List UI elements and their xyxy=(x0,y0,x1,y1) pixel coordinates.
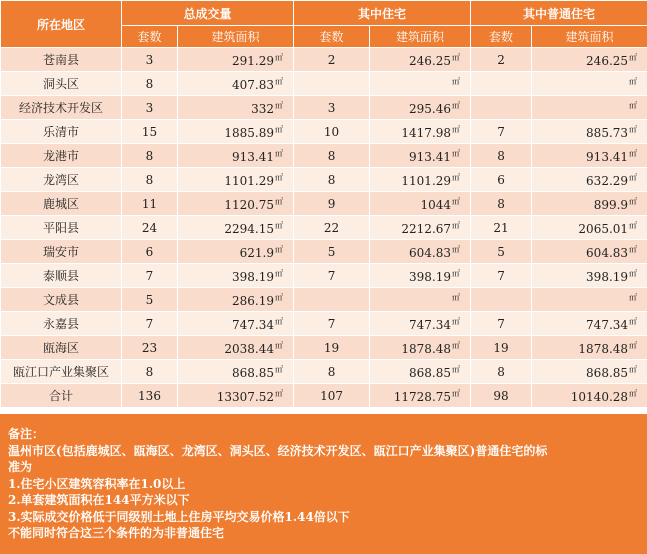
ordinary-count-cell xyxy=(471,312,532,336)
table-row xyxy=(1,216,647,240)
area-unit: ㎡ xyxy=(629,340,638,350)
area-unit: ㎡ xyxy=(452,52,461,62)
area-unit: ㎡ xyxy=(275,268,284,278)
ordinary-count-value: 7 xyxy=(497,268,505,283)
area-unit: ㎡ xyxy=(452,244,461,254)
header-region: 所在地区 xyxy=(1,1,122,48)
total-area-cell xyxy=(178,384,294,408)
ordinary-count-cell xyxy=(471,240,532,264)
total-count-cell xyxy=(122,48,178,72)
ordinary-count-value: 8 xyxy=(497,196,505,211)
region-cell xyxy=(1,48,122,72)
ordinary-count-cell xyxy=(471,120,532,144)
region-cell xyxy=(1,312,122,336)
header-total-volume: 总成交量 xyxy=(122,1,294,26)
area-unit: ㎡ xyxy=(629,388,638,398)
ordinary-area-cell xyxy=(532,384,647,408)
area-unit: ㎡ xyxy=(452,220,461,230)
area-unit: ㎡ xyxy=(452,268,461,278)
total-count-value: 136 xyxy=(138,388,161,403)
area-unit: ㎡ xyxy=(629,220,638,230)
residential-area-cell xyxy=(370,336,471,360)
residential-count-value: 7 xyxy=(327,268,336,283)
ordinary-count-value: 6 xyxy=(497,172,505,187)
residential-count-value: 19 xyxy=(323,340,340,355)
table-row xyxy=(1,144,647,168)
residential-area-value: 1101.29 xyxy=(401,173,452,188)
ordinary-area-cell xyxy=(532,120,647,144)
total-area-cell xyxy=(178,72,294,96)
total-area-cell xyxy=(178,264,294,288)
region-value: 瓯海区 xyxy=(42,341,79,355)
total-count-value: 5 xyxy=(145,292,154,307)
total-area-cell xyxy=(178,48,294,72)
header-residential: 其中住宅 xyxy=(294,1,471,26)
total-count-cell xyxy=(122,216,178,240)
total-count-cell xyxy=(122,288,178,312)
ordinary-area-cell xyxy=(532,216,647,240)
residential-count-cell xyxy=(294,168,370,192)
total-count-cell xyxy=(122,144,178,168)
area-unit: ㎡ xyxy=(452,148,461,158)
ordinary-area-cell xyxy=(532,360,647,384)
notes-line: 不能同时符合这三个条件的为非普通住宅 xyxy=(8,526,225,540)
residential-area-cell xyxy=(370,240,471,264)
ordinary-area-value: 632.29 xyxy=(586,173,629,188)
header-ordinary-residential: 其中普通住宅 xyxy=(471,1,647,26)
table-row xyxy=(1,336,647,360)
ordinary-count-cell xyxy=(471,360,532,384)
area-unit: ㎡ xyxy=(452,364,461,374)
residential-area-cell xyxy=(370,384,471,408)
area-unit: ㎡ xyxy=(452,340,461,350)
ordinary-count-value: 2 xyxy=(497,52,505,67)
total-area-cell xyxy=(178,240,294,264)
total-count-value: 3 xyxy=(145,100,154,115)
residential-area-cell xyxy=(370,120,471,144)
total-area-value: 913.41 xyxy=(232,149,275,164)
ordinary-count-value: 8 xyxy=(497,148,505,163)
notes-line: 准为 xyxy=(8,460,33,474)
notes-box xyxy=(0,412,647,554)
table-body xyxy=(1,48,647,408)
region-value: 泰顺县 xyxy=(42,269,79,283)
area-unit: ㎡ xyxy=(275,340,284,350)
ordinary-area-value: 10140.28 xyxy=(570,389,629,404)
total-count-value: 24 xyxy=(141,220,158,235)
residential-count-value: 2 xyxy=(327,52,336,67)
ordinary-area-value: 246.25 xyxy=(586,53,629,68)
total-count-value: 8 xyxy=(145,148,154,163)
residential-count-cell xyxy=(294,144,370,168)
residential-area-value: 747.34 xyxy=(409,317,452,332)
residential-area-value: 295.46 xyxy=(409,101,452,116)
total-area-value: 407.83 xyxy=(232,77,275,92)
area-unit: ㎡ xyxy=(275,172,284,182)
total-area-value: 291.29 xyxy=(232,53,275,68)
area-unit: ㎡ xyxy=(629,364,638,374)
table-row xyxy=(1,72,647,96)
ordinary-count-value: 19 xyxy=(493,340,509,355)
residential-count-cell xyxy=(294,72,370,96)
ordinary-count-cell xyxy=(471,96,532,120)
region-value: 永嘉县 xyxy=(42,317,79,331)
total-area-value: 286.19 xyxy=(232,293,275,308)
total-count-value: 8 xyxy=(145,76,154,91)
ordinary-area-cell xyxy=(532,96,647,120)
total-area-cell xyxy=(178,192,294,216)
residential-area-cell xyxy=(370,48,471,72)
total-area-value: 2038.44 xyxy=(224,341,275,356)
total-count-value: 8 xyxy=(145,172,154,187)
total-count-cell xyxy=(122,240,178,264)
area-unit: ㎡ xyxy=(275,124,284,134)
region-value: 经济技术开发区 xyxy=(18,101,103,115)
region-value: 文成县 xyxy=(42,293,79,307)
residential-area-cell xyxy=(370,144,471,168)
table-row xyxy=(1,192,647,216)
total-area-cell xyxy=(178,336,294,360)
residential-area-cell xyxy=(370,288,471,312)
total-area-cell xyxy=(178,360,294,384)
ordinary-area-value: 398.19 xyxy=(586,269,629,284)
total-area-cell xyxy=(178,96,294,120)
region-value: 洞头区 xyxy=(42,77,79,91)
residential-count-value: 9 xyxy=(327,196,336,211)
residential-area-value: 11728.75 xyxy=(393,389,452,404)
total-count-value: 15 xyxy=(141,124,158,139)
total-area-cell xyxy=(178,288,294,312)
ordinary-area-cell xyxy=(532,288,647,312)
area-unit: ㎡ xyxy=(629,52,638,62)
area-unit: ㎡ xyxy=(629,124,638,134)
area-unit: ㎡ xyxy=(452,100,461,110)
ordinary-area-value: 868.85 xyxy=(586,365,629,380)
residential-area-value: 1417.98 xyxy=(401,125,452,140)
total-count-cell xyxy=(122,120,178,144)
ordinary-count-value: 7 xyxy=(497,124,505,139)
table-row xyxy=(1,384,647,408)
area-unit: ㎡ xyxy=(275,196,284,206)
header-row-groups xyxy=(1,1,647,26)
ordinary-area-cell xyxy=(532,192,647,216)
ordinary-area-value: 899.9 xyxy=(593,197,629,212)
residential-area-cell xyxy=(370,216,471,240)
ordinary-count-cell xyxy=(471,168,532,192)
residential-count-cell xyxy=(294,384,370,408)
header-count: 套数 xyxy=(122,26,178,48)
total-count-cell xyxy=(122,336,178,360)
region-cell xyxy=(1,192,122,216)
region-cell xyxy=(1,216,122,240)
table-row xyxy=(1,288,647,312)
residential-area-value: 2212.67 xyxy=(401,221,452,236)
region-cell xyxy=(1,120,122,144)
total-count-cell xyxy=(122,384,178,408)
residential-area-cell xyxy=(370,264,471,288)
ordinary-count-cell xyxy=(471,72,532,96)
notes-line: 1.住宅小区建筑容积率在1.0以上 xyxy=(8,476,186,491)
area-unit: ㎡ xyxy=(452,124,461,134)
region-cell xyxy=(1,168,122,192)
total-area-value: 621.9 xyxy=(239,245,275,260)
region-cell xyxy=(1,144,122,168)
residential-count-cell xyxy=(294,48,370,72)
ordinary-count-cell xyxy=(471,48,532,72)
table-row xyxy=(1,312,647,336)
residential-area-value: 398.19 xyxy=(409,269,452,284)
ordinary-area-cell xyxy=(532,72,647,96)
ordinary-count-cell xyxy=(471,192,532,216)
area-unit: ㎡ xyxy=(629,196,638,206)
area-unit: ㎡ xyxy=(275,292,284,302)
region-value: 瑞安市 xyxy=(42,245,79,259)
header-count: 套数 xyxy=(294,26,370,48)
total-area-cell xyxy=(178,168,294,192)
residential-count-value: 8 xyxy=(327,148,336,163)
ordinary-count-value: 21 xyxy=(493,220,509,235)
total-count-cell xyxy=(122,360,178,384)
ordinary-area-value: 604.83 xyxy=(586,245,629,260)
residential-count-cell xyxy=(294,96,370,120)
total-area-value: 1120.75 xyxy=(224,197,275,212)
ordinary-count-value: 8 xyxy=(497,364,505,379)
residential-count-cell xyxy=(294,360,370,384)
residential-count-value: 8 xyxy=(327,364,336,379)
ordinary-area-cell xyxy=(532,336,647,360)
area-unit: ㎡ xyxy=(452,76,461,86)
residential-area-cell xyxy=(370,168,471,192)
ordinary-count-value: 5 xyxy=(497,244,505,259)
region-value: 瓯江口产业集聚区 xyxy=(12,365,109,379)
area-unit: ㎡ xyxy=(629,172,638,182)
residential-area-cell xyxy=(370,96,471,120)
residential-count-cell xyxy=(294,192,370,216)
residential-count-value: 3 xyxy=(327,100,336,115)
total-count-value: 7 xyxy=(145,268,154,283)
total-count-value: 7 xyxy=(145,316,154,331)
area-unit: ㎡ xyxy=(629,244,638,254)
residential-count-value: 22 xyxy=(323,220,340,235)
ordinary-count-value: 98 xyxy=(493,388,509,403)
total-area-value: 747.34 xyxy=(232,317,275,332)
table-row xyxy=(1,240,647,264)
area-unit: ㎡ xyxy=(629,292,638,302)
total-area-value: 398.19 xyxy=(232,269,275,284)
region-value: 苍南县 xyxy=(42,53,79,67)
region-cell xyxy=(1,360,122,384)
total-count-cell xyxy=(122,168,178,192)
residential-count-value: 8 xyxy=(327,172,336,187)
region-cell xyxy=(1,264,122,288)
region-cell xyxy=(1,288,122,312)
area-unit: ㎡ xyxy=(275,148,284,158)
total-area-value: 332 xyxy=(251,101,275,116)
residential-area-cell xyxy=(370,360,471,384)
total-area-cell xyxy=(178,120,294,144)
total-count-cell xyxy=(122,264,178,288)
ordinary-area-value: 1878.48 xyxy=(578,341,629,356)
ordinary-count-cell xyxy=(471,336,532,360)
residential-count-value: 10 xyxy=(323,124,340,139)
total-count-value: 6 xyxy=(145,244,154,259)
area-unit: ㎡ xyxy=(452,316,461,326)
region-value: 平阳县 xyxy=(42,221,79,235)
ordinary-area-value: 885.73 xyxy=(586,125,629,140)
ordinary-count-cell xyxy=(471,144,532,168)
residential-count-cell xyxy=(294,312,370,336)
header-count: 套数 xyxy=(471,26,532,48)
ordinary-count-cell xyxy=(471,288,532,312)
area-unit: ㎡ xyxy=(629,76,638,86)
total-area-value: 1885.89 xyxy=(224,125,275,140)
area-unit: ㎡ xyxy=(629,148,638,158)
residential-count-value: 7 xyxy=(327,316,336,331)
total-count-cell xyxy=(122,96,178,120)
notes-line: 温州市区(包括鹿城区、瓯海区、龙湾区、洞头区、经济技术开发区、瓯江口产业集聚区)普通住宅的标 xyxy=(8,443,548,458)
ordinary-count-cell xyxy=(471,216,532,240)
ordinary-area-cell xyxy=(532,312,647,336)
table-row xyxy=(1,264,647,288)
area-unit: ㎡ xyxy=(629,316,638,326)
notes-line: 3.实际成交价格低于同级别土地上住房平均交易价格1.44倍以下 xyxy=(8,509,350,524)
table-row xyxy=(1,48,647,72)
residential-count-cell xyxy=(294,264,370,288)
ordinary-area-cell xyxy=(532,144,647,168)
residential-area-value: 1878.48 xyxy=(401,341,452,356)
area-unit: ㎡ xyxy=(452,196,461,206)
ordinary-count-cell xyxy=(471,264,532,288)
residential-count-value: 107 xyxy=(320,388,343,403)
residential-area-value: 868.85 xyxy=(409,365,452,380)
region-cell xyxy=(1,72,122,96)
region-cell xyxy=(1,336,122,360)
area-unit: ㎡ xyxy=(275,76,284,86)
header-area: 建筑面积 xyxy=(178,26,294,48)
notes-title: 备注： xyxy=(8,427,45,441)
total-count-value: 3 xyxy=(145,52,154,67)
ordinary-area-value: 747.34 xyxy=(586,317,629,332)
ordinary-count-value: 7 xyxy=(497,316,505,331)
ordinary-area-cell xyxy=(532,264,647,288)
residential-count-cell xyxy=(294,336,370,360)
region-value: 龙港市 xyxy=(42,149,79,163)
residential-area-cell xyxy=(370,312,471,336)
region-value: 龙湾区 xyxy=(42,173,79,187)
total-area-value: 13307.52 xyxy=(216,389,275,404)
area-unit: ㎡ xyxy=(629,268,638,278)
total-area-value: 1101.29 xyxy=(224,173,275,188)
total-count-value: 8 xyxy=(145,364,154,379)
total-count-cell xyxy=(122,312,178,336)
ordinary-area-cell xyxy=(532,240,647,264)
total-area-value: 2294.15 xyxy=(224,221,275,236)
region-cell xyxy=(1,96,122,120)
residential-area-value: 604.83 xyxy=(409,245,452,260)
area-unit: ㎡ xyxy=(275,364,284,374)
header-area: 建筑面积 xyxy=(370,26,471,48)
residential-area-cell xyxy=(370,192,471,216)
area-unit: ㎡ xyxy=(629,100,638,110)
ordinary-area-value: 913.41 xyxy=(586,149,629,164)
table-row xyxy=(1,360,647,384)
residential-count-cell xyxy=(294,240,370,264)
total-area-cell xyxy=(178,312,294,336)
total-area-cell xyxy=(178,216,294,240)
table-row xyxy=(1,96,647,120)
ordinary-area-value: 2065.01 xyxy=(578,221,629,236)
region-value: 乐清市 xyxy=(42,125,79,139)
header-area: 建筑面积 xyxy=(532,26,647,48)
area-unit: ㎡ xyxy=(275,220,284,230)
residential-area-cell xyxy=(370,72,471,96)
table-row xyxy=(1,168,647,192)
total-count-value: 23 xyxy=(141,340,158,355)
total-area-cell xyxy=(178,144,294,168)
residential-area-value: 1044 xyxy=(420,197,452,212)
area-unit: ㎡ xyxy=(275,316,284,326)
table-row xyxy=(1,120,647,144)
total-count-value: 11 xyxy=(141,196,158,211)
area-unit: ㎡ xyxy=(452,388,461,398)
area-unit: ㎡ xyxy=(275,52,284,62)
region-cell xyxy=(1,240,122,264)
total-area-value: 868.85 xyxy=(232,365,275,380)
total-count-cell xyxy=(122,72,178,96)
residential-count-value: 5 xyxy=(327,244,336,259)
notes-line: 2.单套建筑面积在144平方米以下 xyxy=(8,493,190,507)
ordinary-area-cell xyxy=(532,168,647,192)
residential-area-value: 246.25 xyxy=(409,53,452,68)
region-value: 鹿城区 xyxy=(42,197,79,211)
area-unit: ㎡ xyxy=(275,388,284,398)
residential-count-cell xyxy=(294,120,370,144)
residential-count-cell xyxy=(294,216,370,240)
area-unit: ㎡ xyxy=(452,172,461,182)
region-cell xyxy=(1,384,122,408)
residential-area-value: 913.41 xyxy=(409,149,452,164)
total-count-cell xyxy=(122,192,178,216)
area-unit: ㎡ xyxy=(275,244,284,254)
ordinary-count-cell xyxy=(471,384,532,408)
region-value: 合计 xyxy=(48,389,73,403)
area-unit: ㎡ xyxy=(452,292,461,302)
residential-count-cell xyxy=(294,288,370,312)
area-unit: ㎡ xyxy=(275,100,284,110)
ordinary-area-cell xyxy=(532,48,647,72)
